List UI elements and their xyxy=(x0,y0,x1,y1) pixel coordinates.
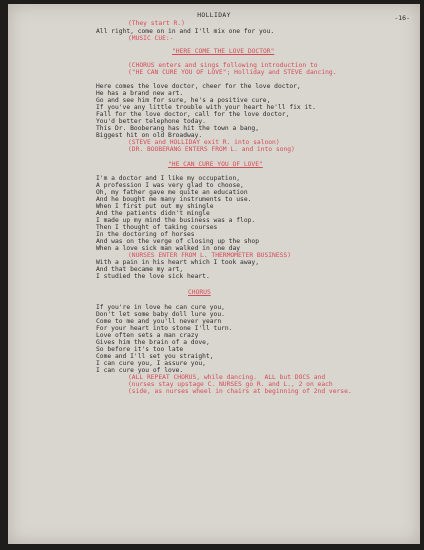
lyric-line: If you've any little trouble with your heart he'll fix it. xyxy=(96,104,316,111)
stage-direction: "HERE COME THE LOVE DOCTOR" xyxy=(172,48,275,55)
lyric-line: This Dr. Booberang has hit the town a bang, xyxy=(96,125,260,132)
page-number: -16- xyxy=(394,14,410,22)
lyric-line: I can cure you of love. xyxy=(96,367,184,374)
stage-direction: (ALL REPEAT CHORUS, while dancing. ALL but DOCS and xyxy=(128,374,326,381)
stage-direction: (nurses stay upstage C. NURSES go R. and L., 2 on each xyxy=(128,381,333,388)
lyric-line: I studied the love sick heart. xyxy=(96,273,210,280)
lyric-line: Then I thought of taking courses xyxy=(96,224,218,231)
lyric-line: Oh, my father gave me quite an education xyxy=(96,189,248,196)
stage-direction: (They start R.) xyxy=(128,20,185,27)
lyric-line: For your heart into stone I'll turn. xyxy=(96,325,233,332)
lyric-line: Biggest hit on old Broadway. xyxy=(96,132,203,139)
lyric-line: He has a brand new art. xyxy=(96,90,184,97)
lyric-line: And the patients didn't mingle xyxy=(96,210,210,217)
lyric-line: Love often sets a man crazy xyxy=(96,332,199,339)
stage-direction: (CHORUS enters and sings following introduction to xyxy=(128,62,318,69)
lyric-line: All right, come on in and I'll mix one for you. xyxy=(96,28,275,35)
stage-direction: (STEVE and HOLLIDAY exit R. into saloon) xyxy=(128,139,280,146)
lyric-line: I'm a doctor and I like my occupation, xyxy=(96,175,241,182)
stage-direction: (DR. BOOBERANG ENTERS FROM L. and into song) xyxy=(128,146,295,153)
lyric-line: You'd better telephone today. xyxy=(96,118,206,125)
lyric-line: I can cure you, I assure you, xyxy=(96,360,206,367)
lyric-line: So before it's too late xyxy=(96,346,184,353)
lyric-line: Gives him the brain of a dove, xyxy=(96,339,210,346)
lyric-line: And was on the verge of closing up the shop xyxy=(96,238,260,245)
lyric-line: In the doctoring of horses xyxy=(96,231,195,238)
stage-direction: "HE CAN CURE YOU OF LOVE" xyxy=(168,161,263,168)
lyric-line: Here comes the love doctor, cheer for the love doctor, xyxy=(96,83,301,90)
stage-direction: CHORUS xyxy=(188,289,211,296)
stage-direction: ("HE CAN CURE YOU OF LOVE"; Holliday and STEVE dancing. xyxy=(128,69,337,76)
script-page xyxy=(8,4,420,544)
lyric-line: When I first put out my shingle xyxy=(96,203,214,210)
page-header: HOLLIDAY xyxy=(197,12,231,19)
lyric-line: Don't let some baby doll lure you. xyxy=(96,311,225,318)
lyric-line: And he bought me many instruments to use. xyxy=(96,196,252,203)
lyric-line: With a pain in his heart which I took away, xyxy=(96,259,260,266)
stage-direction: (side, as nurses wheel in chairs at beginning of 2nd verse. xyxy=(128,388,352,395)
lyric-line: Fall for the love doctor, call for the love doctor, xyxy=(96,111,290,118)
lyric-line: A profession I was very glad to choose, xyxy=(96,182,244,189)
stage-direction: (MUSIC CUE:- xyxy=(128,35,174,42)
lyric-line: When a love sick man walked in one day xyxy=(96,245,241,252)
lyric-line: And that became my art, xyxy=(96,266,184,273)
lyric-line: Go and see him for sure, he's a positive cure, xyxy=(96,97,271,104)
lyric-line: Come to me and you'll never yearn xyxy=(96,318,222,325)
lyric-line: I made up my mind the business was a flop. xyxy=(96,217,256,224)
stage-direction: (NURSES ENTER FROM L. THERMOMETER BUSINESS) xyxy=(128,252,292,259)
lyric-line: If you're in love he can cure you, xyxy=(96,304,225,311)
lyric-line: Come and I'll set you straight, xyxy=(96,353,214,360)
